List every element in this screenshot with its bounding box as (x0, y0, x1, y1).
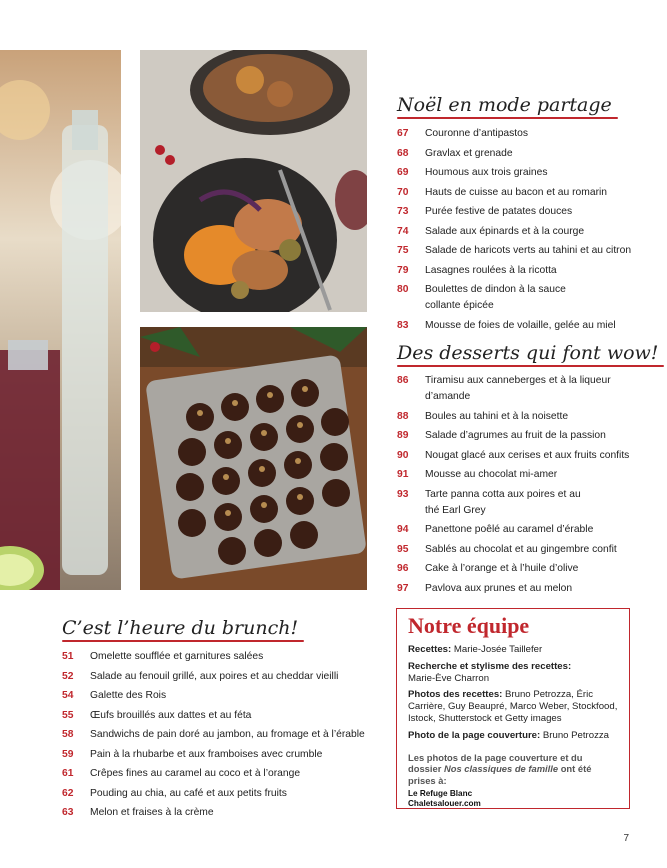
team-credit: Le Refuge Blanc Chaletsalouer.com (408, 789, 481, 809)
section-title-brunch: C’est l’heure du brunch! (62, 617, 298, 639)
toc-item[interactable]: 86 Tiramisu aux canneberges et à la liqueur d’amande (397, 375, 611, 402)
toc-item[interactable]: 54 Galette des Rois (62, 690, 167, 701)
toc-item[interactable]: 97 Pavlova aux prunes et au melon (397, 582, 573, 594)
toc-item[interactable]: 96 Cake à l’orange et à l’huile d’olive (397, 563, 579, 574)
toc-item[interactable]: 79 Lasagnes roulées à la ricotta (397, 264, 557, 276)
toc-brunch (62, 649, 382, 821)
toc-item[interactable]: 93 Tarte panna cotta aux poires et au thé Earl Grey (397, 488, 581, 516)
toc-item[interactable]: 55 Œufs brouillés aux dattes et au féta (62, 709, 252, 721)
toc-item[interactable]: 69 Houmous aux trois graines (397, 167, 548, 178)
toc-item[interactable]: 89 Salade d’agrumes au fruit de la passion (397, 430, 606, 441)
page-number: 7 (623, 833, 629, 844)
section-title-noel: Noël en mode partage (397, 94, 612, 116)
team-box (396, 608, 630, 809)
toc-item[interactable]: 67 Couronne d’antipastos (397, 128, 529, 139)
toc-item[interactable]: 83 Mousse de foies de volaille, gelée au miel (397, 319, 616, 331)
toc-item[interactable]: 90 Nougat glacé aux cerises et aux fruits confits (397, 449, 630, 461)
toc-item[interactable]: 63 Melon et fraises à la crème (62, 807, 214, 818)
bottles-photo (0, 50, 121, 590)
toc-item[interactable]: 62 Pouding au chia, au café et aux petits fruits (62, 787, 287, 799)
toc-item[interactable]: 75 Salade de haricots verts au tahini et au citron (397, 245, 632, 256)
toc-item[interactable]: 70 Hauts de cuisse au bacon et au romarin (397, 186, 608, 198)
chocolate-balls-photo (140, 327, 367, 590)
toc-noel (397, 126, 637, 334)
toc-item[interactable]: 59 Pain à la rhubarbe et aux framboises avec crumble (62, 748, 323, 760)
toc-item[interactable]: 58 Sandwichs de pain doré au jambon, au fromage et à l’érable (62, 729, 365, 740)
toc-item[interactable]: 88 Boules au tahini et à la noisette (397, 410, 569, 422)
team-title: Notre équipe (408, 613, 530, 638)
toc-desserts (397, 373, 637, 597)
team-note: Les photos de la page couverture et du dossier Nos classiques de famille ont été prises à: (408, 751, 592, 786)
team-stylisme: Recherche et stylisme des recettes: Marie-Ève Charron (408, 660, 572, 684)
toc-item[interactable]: 94 Panettone poêlé au caramel d’érable (397, 524, 594, 535)
team-recettes: Recettes: Marie-Josée Taillefer (408, 644, 543, 655)
toc-item[interactable]: 68 Gravlax et grenade (397, 147, 513, 159)
chicken-plate-photo (140, 50, 367, 312)
toc-item[interactable]: 91 Mousse au chocolat mi-amer (397, 469, 558, 480)
team-photos: Photos des recettes: Bruno Petrozza, Éric Carrière, Guy Beaupré, Marco Weber, Stockfood, Istock, Shutterstock et Getty images (408, 689, 618, 724)
toc-item[interactable]: 73 Purée festive de patates douces (397, 206, 573, 217)
toc-item[interactable]: 74 Salade aux épinards et à la courge (397, 225, 585, 237)
toc-item[interactable]: 95 Sablés au chocolat et au gingembre confit (397, 543, 617, 555)
toc-item[interactable]: 61 Crêpes fines au caramel au coco et à l’orange (62, 768, 301, 779)
toc-item[interactable]: 52 Salade au fenouil grillé, aux poires et au cheddar vieilli (62, 670, 339, 682)
toc-item[interactable]: 80 Boulettes de dindon à la sauce collante épicée (397, 284, 566, 311)
toc-item[interactable]: 51 Omelette soufflée et garnitures salées (62, 651, 264, 662)
section-title-desserts: Des desserts qui font wow! (397, 342, 658, 364)
team-couverture: Photo de la page couverture: Bruno Petrozza (408, 729, 610, 741)
